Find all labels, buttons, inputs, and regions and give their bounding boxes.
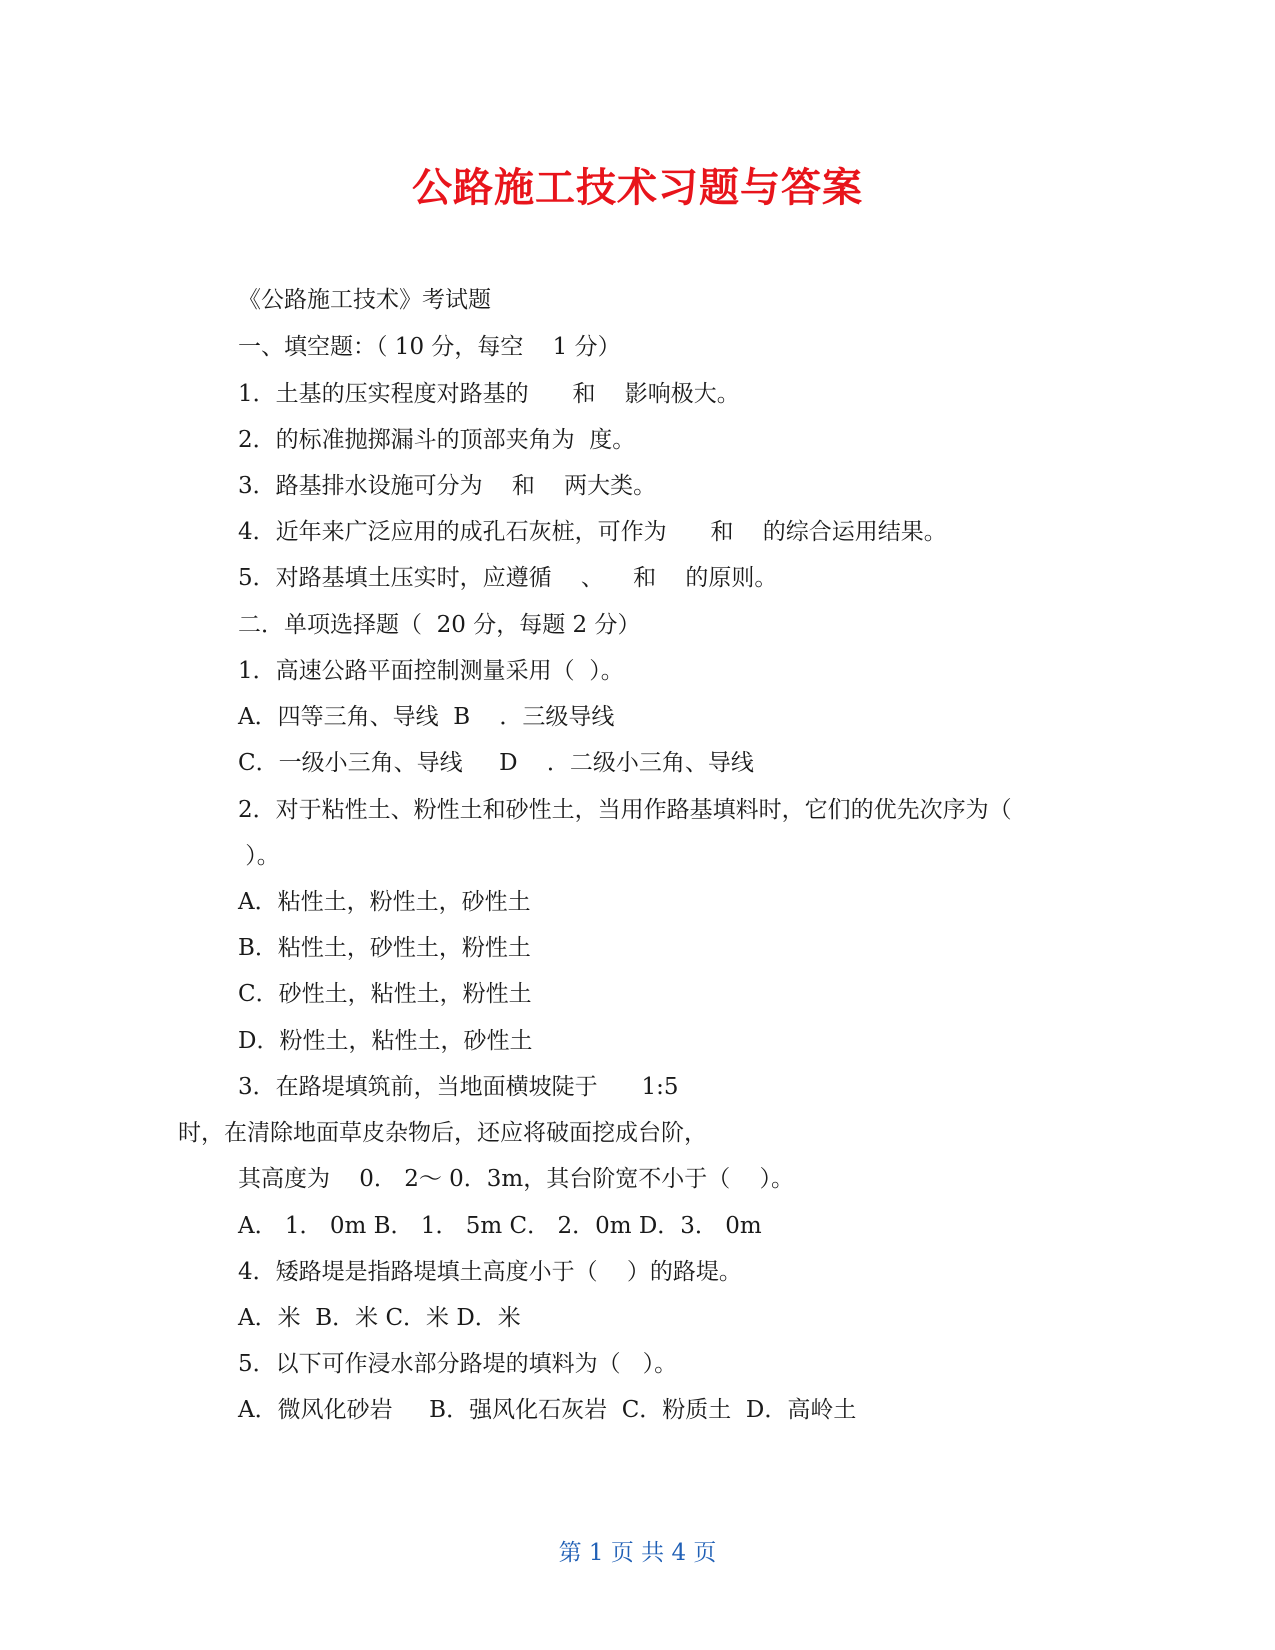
page-number-footer: 第 1 页 共 4 页 — [558, 1540, 717, 1566]
choice-q2-option-b: B．粘性土，砂性土，粉性土 — [238, 935, 531, 961]
choice-q1-options-cd: C．一级小三角、导线 D ．二级小三角、导线 — [238, 750, 754, 776]
fill-blank-q4: 4．近年来广泛应用的成孔石灰桩，可作为 和 的综合运用结果。 — [238, 519, 947, 545]
choice-q1: 1．高速公路平面控制测量采用（ ）。 — [238, 658, 624, 684]
section-fill-blank-heading: 一、填空题：（ 10 分，每空 1 分） — [238, 334, 621, 360]
choice-q4: 4．矮路堤是指路堤填土高度小于（ ）的路堤。 — [238, 1259, 742, 1285]
fill-blank-q5: 5．对路基填土压实时，应遵循 、 和 的原则。 — [238, 565, 778, 591]
fill-blank-q3: 3．路基排水设施可分为 和 两大类。 — [238, 473, 657, 499]
section-single-choice-heading: 二．单项选择题（ 20 分，每题 2 分） — [238, 612, 641, 638]
fill-blank-q1: 1．土基的压实程度对路基的 和 影响极大。 — [238, 381, 740, 407]
choice-q3: 3．在路堤填筑前，当地面横坡陡于 1:5 — [238, 1074, 679, 1100]
choice-q2-option-d: D．粉性土，粘性土，砂性土 — [238, 1028, 533, 1054]
choice-q3-continued: 时，在清除地面草皮杂物后，还应将破面挖成台阶， — [178, 1120, 707, 1146]
choice-q2-option-a: A．粘性土，粉性土，砂性土 — [238, 889, 531, 915]
fill-blank-q2: 2．的标准抛掷漏斗的顶部夹角为 度。 — [238, 427, 636, 453]
subtitle: 《公路施工技术》考试题 — [238, 287, 491, 313]
choice-q1-options-ab: A．四等三角、导线 B ．三级导线 — [238, 704, 615, 730]
choice-q5: 5．以下可作浸水部分路堤的填料为（ ）。 — [238, 1351, 678, 1377]
choice-q3-continued-2: 其高度为 0． 2～ 0．3m，其台阶宽不小于（ ）。 — [238, 1166, 794, 1192]
choice-q2-continued: ）。 — [238, 843, 280, 869]
choice-q2: 2．对于粘性土、粉性土和砂性土，当用作路基填料时，它们的优先次序为（ — [238, 797, 1012, 823]
document-title: 公路施工技术习题与答案 — [412, 165, 863, 211]
choice-q4-options: A．米 B．米 C．米 D．米 — [238, 1305, 521, 1331]
choice-q3-options: A． 1． 0m B． 1． 5m C． 2．0m D．3． 0m — [238, 1213, 762, 1239]
choice-q5-options: A．微风化砂岩 B．强风化石灰岩 C．粉质土 D．高岭土 — [238, 1397, 857, 1423]
choice-q2-option-c: C．砂性土，粘性土，粉性土 — [238, 981, 532, 1007]
